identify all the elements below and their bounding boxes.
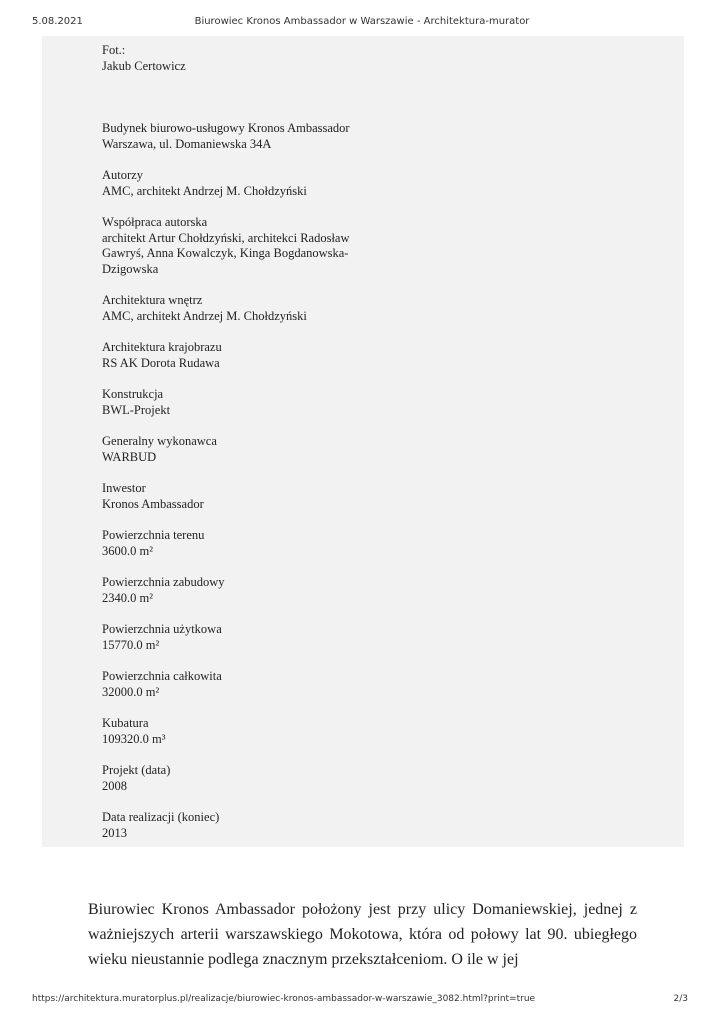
detail-interior-architecture	[102, 293, 372, 324]
photo-credit-value: Jakub Certowicz	[102, 58, 186, 73]
detail-label: Współpraca autorska	[102, 215, 208, 229]
detail-co-authors	[102, 215, 372, 277]
detail-label: Kubatura	[102, 716, 149, 730]
detail-value: 15770.0 m²	[102, 637, 160, 652]
detail-label: Inwestor	[102, 481, 146, 495]
detail-value: Warszawa, ul. Domaniewska 34A	[102, 136, 272, 151]
detail-value: RS AK Dorota Rudawa	[102, 355, 220, 370]
photo-credit-label: Fot.:	[102, 43, 126, 57]
detail-label: Powierzchnia terenu	[102, 528, 205, 542]
detail-value: 2008	[102, 778, 127, 793]
photo-credit	[102, 43, 372, 74]
detail-label: Data realizacji (koniec)	[102, 810, 220, 824]
detail-value: BWL-Projekt	[102, 402, 171, 417]
detail-value: 2013	[102, 825, 127, 840]
detail-value: architekt Artur Chołdzyński, architekci Radosław Gawryś, Anna Kowalczyk, Kinga Bogdanowska-Dzigowska	[102, 230, 350, 276]
detail-structure	[102, 387, 372, 418]
project-details-panel	[42, 36, 684, 847]
detail-label: Budynek biurowo-usługowy Kronos Ambassador	[102, 121, 350, 135]
detail-value: 32000.0 m²	[102, 684, 160, 699]
detail-label: Architektura krajobrazu	[102, 340, 222, 354]
detail-cubature	[102, 716, 372, 747]
detail-completion-date	[102, 810, 372, 841]
detail-total-area	[102, 669, 372, 700]
detail-investor	[102, 481, 372, 512]
detail-label: Powierzchnia całkowita	[102, 669, 222, 683]
detail-site-area	[102, 528, 372, 559]
detail-label: Projekt (data)	[102, 763, 171, 777]
detail-value: 109320.0 m³	[102, 731, 166, 746]
detail-label: Autorzy	[102, 168, 143, 182]
detail-label: Generalny wykonawca	[102, 434, 217, 448]
detail-label: Architektura wnętrz	[102, 293, 203, 307]
detail-authors	[102, 168, 372, 199]
detail-built-area	[102, 575, 372, 606]
page-footer-url[interactable]: https://architektura.muratorplus.pl/realizacje/biurowiec-kronos-ambassador-w-warszawie_3082.html?print=true	[32, 994, 536, 1004]
detail-building	[102, 121, 372, 152]
detail-usable-area	[102, 622, 372, 653]
project-details-list	[102, 43, 372, 857]
detail-value: 2340.0 m²	[102, 590, 153, 605]
page-header-date: 5.08.2021	[32, 16, 83, 27]
detail-value: AMC, architekt Andrzej M. Chołdzyński	[102, 183, 307, 198]
page-header-title: Biurowiec Kronos Ambassador w Warszawie - Architektura-murator	[194, 16, 530, 27]
detail-value: Kronos Ambassador	[102, 496, 204, 511]
detail-label: Powierzchnia użytkowa	[102, 622, 222, 636]
detail-general-contractor	[102, 434, 372, 465]
article-paragraph: Biurowiec Kronos Ambassador położony jest przy ulicy Domaniewskiej, jednej z ważniejszych arterii warszawskiego Mokotowa, która od połowy lat 90. ubiegłego wieku nieustannie podlega znacznym przekształceniom. O ile w jej	[88, 901, 637, 968]
detail-landscape-architecture	[102, 340, 372, 371]
detail-value: 3600.0 m²	[102, 543, 153, 558]
detail-label: Powierzchnia zabudowy	[102, 575, 225, 589]
detail-project-date	[102, 763, 372, 794]
detail-value: WARBUD	[102, 449, 157, 464]
detail-label: Konstrukcja	[102, 387, 164, 401]
page-number: 2/3	[673, 994, 688, 1004]
detail-value: AMC, architekt Andrzej M. Chołdzyński	[102, 308, 307, 323]
